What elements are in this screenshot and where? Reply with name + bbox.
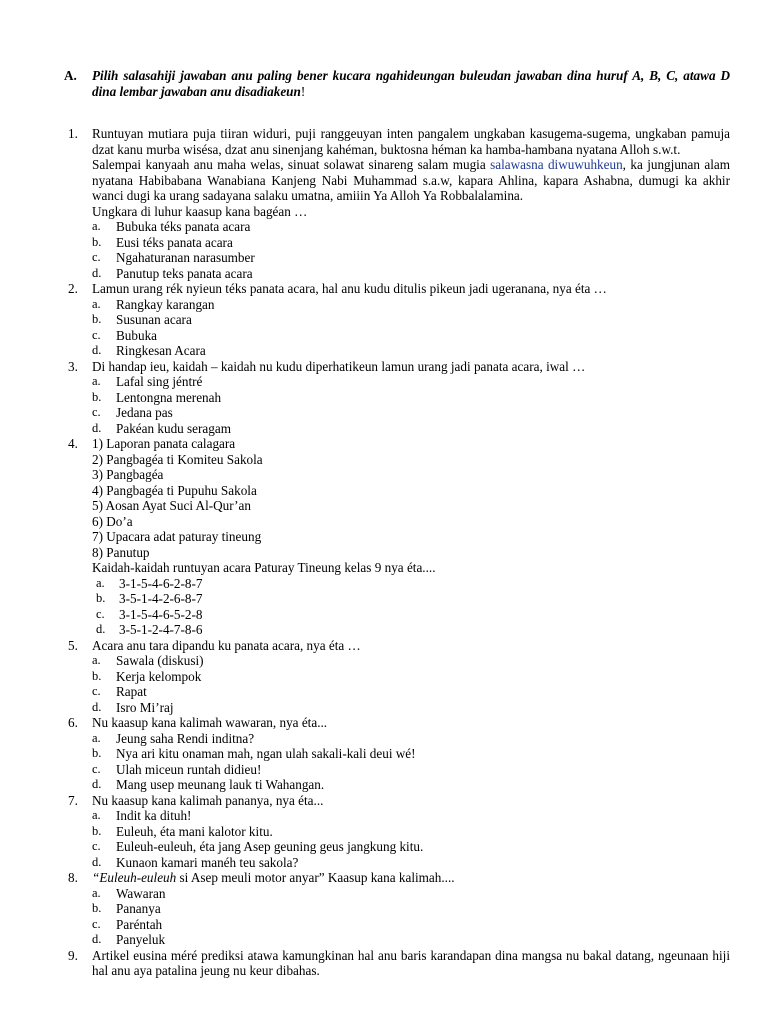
option-text: Rangkay karangan xyxy=(116,296,215,312)
question-number: 1. xyxy=(68,126,78,141)
question-number: 5. xyxy=(68,637,78,653)
question-stem: Nu kaasup kana kalimah pananya, nya éta... xyxy=(92,792,324,808)
option-letter: c. xyxy=(92,839,101,853)
question-stem: Kaidah-kaidah runtuyan acara Paturay Tineung kelas 9 nya éta.... xyxy=(92,560,436,575)
option-b xyxy=(92,390,730,406)
option-letter: d. xyxy=(92,932,102,946)
option-letter: a. xyxy=(92,730,101,745)
option-text: Panutup teks panata acara xyxy=(116,265,253,281)
option-b xyxy=(92,235,730,251)
option-c xyxy=(92,405,730,421)
option-text: Ringkesan Acara xyxy=(116,343,206,358)
option-text: Mang usep meunang lauk ti Wahangan. xyxy=(116,777,325,792)
option-c xyxy=(92,250,730,266)
option-letter: b. xyxy=(92,234,102,249)
option-text: Nya ari kitu onaman mah, ngan ulah sakali-kali deui wé! xyxy=(116,746,416,761)
option-letter: c. xyxy=(92,684,101,698)
question-list xyxy=(68,126,730,979)
option-letter: b. xyxy=(92,668,102,683)
question-number: 2. xyxy=(68,281,78,296)
question-stem: Lamun urang rék nyieun téks panata acara, hal anu kudu ditulis pikeun jadi ugeranana, nya éta … xyxy=(92,281,607,296)
question-number: 4. xyxy=(68,436,78,451)
option-text: Bubuka téks panata acara xyxy=(116,219,251,234)
option-c xyxy=(92,762,730,778)
instruction-text: Pilih salasahiji jawaban anu paling bener kucara ngahideungan buleudan jawaban dina huruf A, B, C, atawa D dina lembar jawaban anu disadiakeun xyxy=(92,68,730,99)
option-text: Jedana pas xyxy=(116,405,173,420)
option-letter: a. xyxy=(96,575,105,590)
option-b xyxy=(92,901,730,917)
question-stem: Acara anu tara dipandu ku panata acara, nya éta … xyxy=(92,637,361,653)
agenda-item: 1) Laporan panata calagara xyxy=(92,436,236,451)
option-letter: a. xyxy=(92,219,101,233)
option-c xyxy=(92,328,730,344)
option-letter: d. xyxy=(96,622,106,636)
agenda-item: 5) Aosan Ayat Suci Al-Qur’an xyxy=(92,498,251,513)
option-d xyxy=(92,622,730,638)
option-b xyxy=(92,669,730,685)
option-text: Lentongna merenah xyxy=(116,389,222,405)
option-letter: c. xyxy=(92,405,101,419)
option-a xyxy=(92,219,730,235)
option-text: Panyeluk xyxy=(116,932,166,947)
option-letter: c. xyxy=(92,327,101,342)
option-text: Paréntah xyxy=(116,916,163,932)
option-text: Ngahaturanan narasumber xyxy=(116,250,255,265)
agenda-item: 4) Pangbagéa ti Pupuhu Sakola xyxy=(92,482,257,498)
option-letter: b. xyxy=(92,312,102,326)
option-d xyxy=(92,700,730,716)
agenda-item: 6) Do’a xyxy=(92,513,133,529)
option-text: 3-5-1-2-4-7-8-6 xyxy=(119,622,203,637)
question-passage-2 xyxy=(92,157,730,204)
option-letter: d. xyxy=(92,420,102,435)
option-text: Kerja kelompok xyxy=(116,668,202,684)
question-2 xyxy=(68,281,730,359)
option-b xyxy=(92,312,730,328)
option-c xyxy=(92,684,730,700)
instruction-exclamation: ! xyxy=(300,84,306,99)
option-letter: b. xyxy=(92,746,102,760)
option-c xyxy=(92,839,730,855)
option-text: Rapat xyxy=(116,684,147,699)
option-d xyxy=(92,343,730,359)
question-stem xyxy=(92,870,730,886)
option-text: Susunan acara xyxy=(116,312,192,327)
option-d xyxy=(92,777,730,793)
passage-text: Salempai kanyaah anu maha welas, sinuat solawat sinareng salam mugia xyxy=(92,157,491,172)
option-letter: b. xyxy=(92,901,102,915)
option-letter: c. xyxy=(96,606,105,621)
option-letter: d. xyxy=(92,699,102,714)
option-text: Euleuh-euleuh, éta jang Asep geuning geus jangkung kitu. xyxy=(116,839,424,854)
option-letter: b. xyxy=(92,823,102,838)
passage-highlight-text: salawasna diwuwuhkeun xyxy=(490,157,623,172)
option-a xyxy=(92,297,730,313)
option-letter: a. xyxy=(92,653,101,667)
option-text: Lafal sing jéntré xyxy=(116,374,203,389)
agenda-item: 2) Pangbagéa ti Komiteu Sakola xyxy=(92,451,263,467)
question-stem: Ungkara di luhur kaasup kana bagéan … xyxy=(92,203,308,219)
option-d xyxy=(92,421,730,437)
option-text: 3-1-5-4-6-5-2-8 xyxy=(119,606,203,622)
option-a xyxy=(92,731,730,747)
option-b xyxy=(92,746,730,762)
question-number: 3. xyxy=(68,358,78,374)
option-c xyxy=(92,607,730,623)
option-a xyxy=(92,808,730,824)
question-passage-1: Runtuyan mutiara puja tiiran widuri, puji ranggeuyan inten pangalem ungkaban kasugema-sugema, ungkaban pamuja dzat kanu murba wisésa, dzat anu sinenjang kahéman, buktosna héman ka hamba-hambana nyatana Alloh s.w.t. xyxy=(92,126,730,157)
option-text: Jeung saha Rendi inditna? xyxy=(116,730,255,746)
option-letter: c. xyxy=(92,916,101,931)
option-letter: d. xyxy=(92,265,102,280)
option-text: Indit ka dituh! xyxy=(116,808,192,823)
question-stem: Artikel eusina méré prediksi atawa kamungkinan hal anu baris karandapan dina mangsa nu bakal datang, ngeunaan hiji hal anu aya patalina jeung nu keur dibahas. xyxy=(92,947,730,978)
option-text: Bubuka xyxy=(116,327,158,343)
option-text: Isro Mi’raj xyxy=(116,699,174,715)
section-instruction-text xyxy=(92,68,730,100)
question-stem: Di handap ieu, kaidah – kaidah nu kudu diperhatikeun lamun urang jadi panata acara, iwal … xyxy=(92,358,586,374)
option-a xyxy=(92,653,730,669)
option-b xyxy=(92,591,730,607)
option-d xyxy=(92,855,730,871)
question-stem: Nu kaasup kana kalimah wawaran, nya éta... xyxy=(92,715,328,730)
agenda-item: 7) Upacara adat paturay tineung xyxy=(92,529,262,544)
option-text: 3-1-5-4-6-2-8-7 xyxy=(119,575,203,591)
agenda-item: 3) Pangbagéa xyxy=(92,467,164,482)
option-letter: d. xyxy=(92,343,102,357)
option-text: Wawaran xyxy=(116,885,166,901)
option-text: Ulah miceun runtah didieu! xyxy=(116,761,262,777)
option-letter: a. xyxy=(92,374,101,388)
question-8 xyxy=(68,870,730,948)
question-1 xyxy=(68,126,730,281)
question-number: 9. xyxy=(68,947,78,963)
question-number: 6. xyxy=(68,715,78,730)
option-letter: c. xyxy=(92,761,101,776)
option-letter: c. xyxy=(92,250,101,264)
option-text: Sawala (diskusi) xyxy=(116,653,204,668)
option-a xyxy=(92,886,730,902)
option-letter: d. xyxy=(92,854,102,869)
option-c xyxy=(92,917,730,933)
option-b xyxy=(92,824,730,840)
section-letter: A. xyxy=(64,68,77,83)
option-letter: d. xyxy=(92,777,102,791)
passage-text: , ka jungjunan alam nyatana Habibabana Wanabiana Kanjeng Nabi Muhammad s.a.w, kapara Ahlina, kapara Ashabna, dumugi ka akhir wanci dugi ka urang sadayana salaku umatna, amiiin Ya Alloh Ya Robbalalamina. xyxy=(92,157,730,203)
option-letter: b. xyxy=(92,389,102,404)
option-text: 3-5-1-4-2-6-8-7 xyxy=(119,591,203,606)
option-text: Pananya xyxy=(116,901,161,916)
option-letter: b. xyxy=(96,591,106,605)
option-text: Pakéan kudu seragam xyxy=(116,420,231,436)
question-5 xyxy=(68,638,730,716)
question-7 xyxy=(68,793,730,871)
option-letter: a. xyxy=(92,885,101,900)
option-a xyxy=(92,576,730,592)
option-d xyxy=(92,266,730,282)
question-number: 8. xyxy=(68,870,78,885)
question-3 xyxy=(68,359,730,437)
question-4 xyxy=(68,436,730,638)
option-letter: a. xyxy=(92,296,101,311)
option-d xyxy=(92,932,730,948)
question-6 xyxy=(68,715,730,793)
option-letter: a. xyxy=(92,808,101,822)
stem-italic-text: “Euleuh-euleuh xyxy=(92,870,177,885)
section-a-instruction xyxy=(64,68,730,100)
stem-text: si Asep meuli motor anyar” Kaasup kana kalimah.... xyxy=(176,870,455,885)
agenda-item: 8) Panutup xyxy=(92,544,150,560)
question-number: 7. xyxy=(68,792,78,808)
option-text: Euleuh, éta mani kalotor kitu. xyxy=(116,823,273,839)
question-9 xyxy=(68,948,730,979)
option-a xyxy=(92,374,730,390)
option-text: Eusi téks panata acara xyxy=(116,234,233,250)
option-text: Kunaon kamari manéh teu sakola? xyxy=(116,854,299,870)
